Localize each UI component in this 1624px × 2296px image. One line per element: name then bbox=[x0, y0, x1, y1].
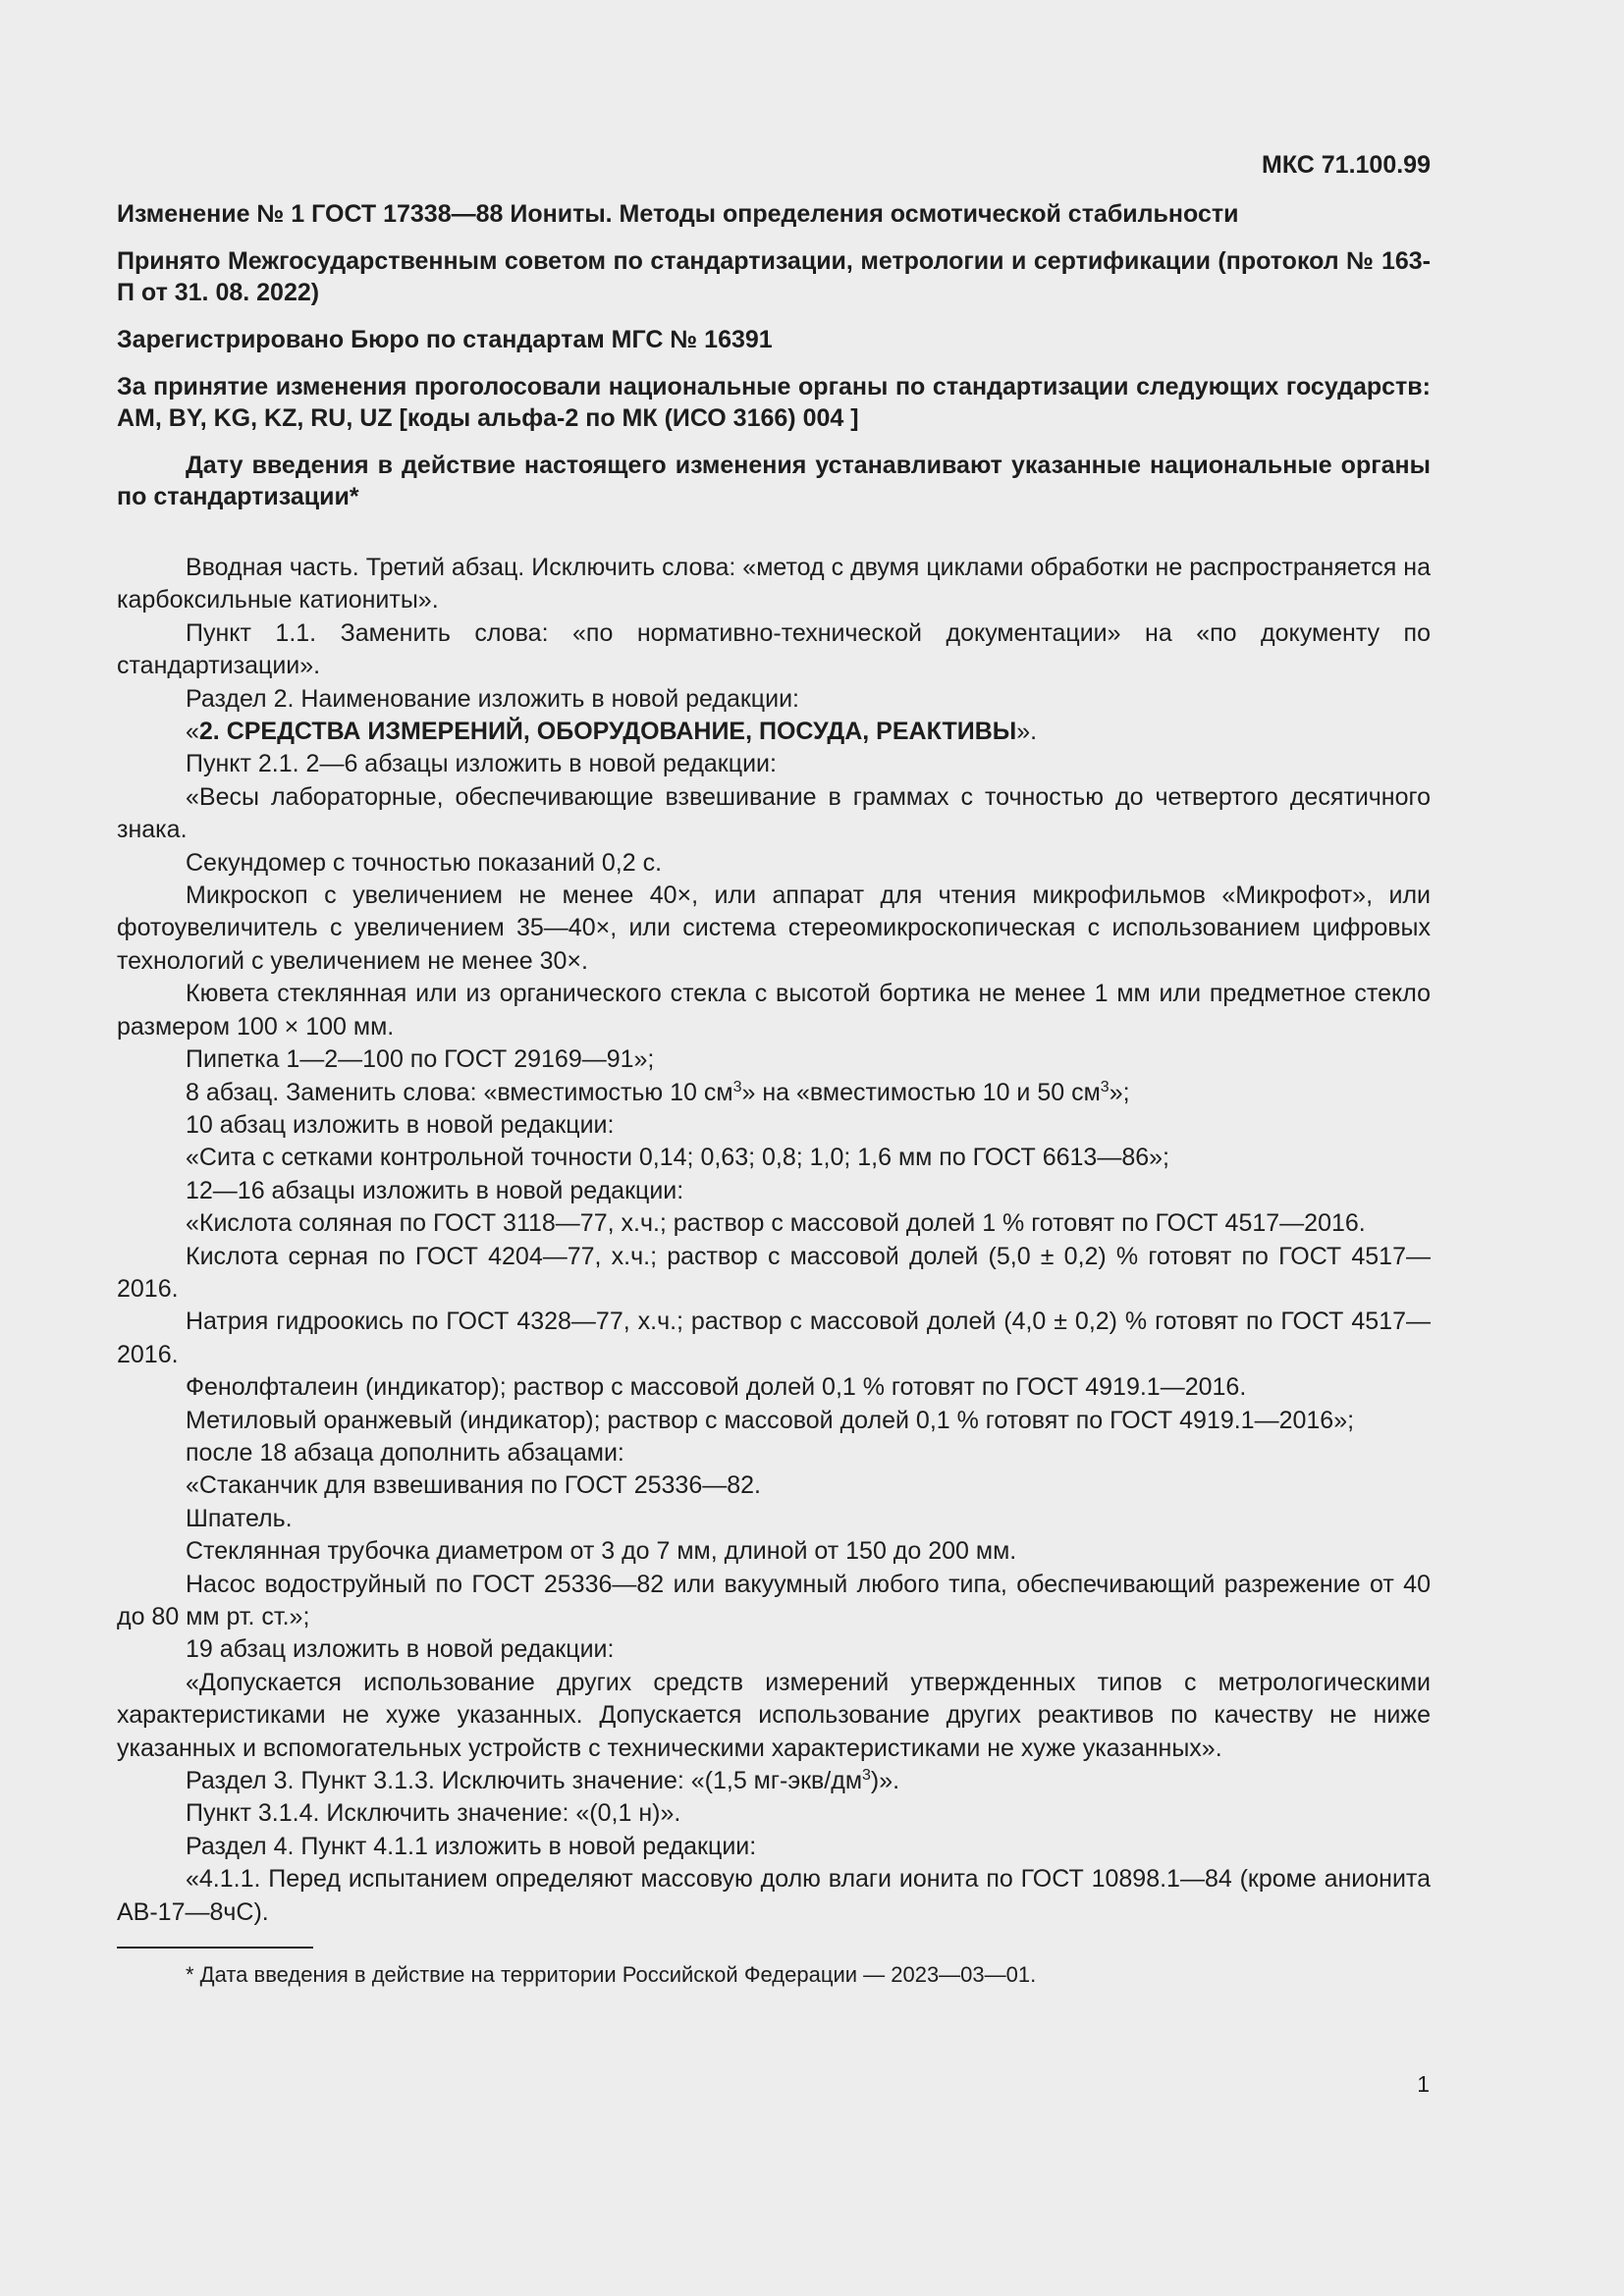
paragraph: Секундомер с точностью показаний 0,2 с. bbox=[186, 848, 663, 877]
footnote-separator bbox=[117, 1947, 313, 1949]
paragraph: Кислота серная по ГОСТ 4204—77, х.ч.; раствор с массовой долей (5,0 ± 0,2) % готовят по ГОСТ 4517—2016. bbox=[117, 1242, 1431, 1303]
paragraph: Пункт 3.1.4. Исключить значение: «(0,1 н)». bbox=[186, 1799, 681, 1828]
superscript: 3 bbox=[732, 1078, 742, 1095]
quote-close: ». bbox=[1016, 718, 1038, 746]
text-run: 8 абзац. Заменить слова: «вместимостью 10 см bbox=[186, 1078, 733, 1106]
mks-code: МКС 71.100.99 bbox=[1262, 151, 1431, 179]
paragraph: «Весы лабораторные, обеспечивающие взвешивание в граммах с точностью до четвертого десятичного знака. bbox=[117, 782, 1431, 844]
text-run: Раздел 3. Пункт 3.1.3. Исключить значение: «(1,5 мг-экв/дм bbox=[186, 1767, 863, 1795]
text-run: » на «вместимостью 10 и 50 см bbox=[741, 1078, 1101, 1106]
superscript: 3 bbox=[1100, 1078, 1110, 1095]
paragraph: «Кислота соляная по ГОСТ 3118—77, х.ч.; раствор с массовой долей 1 % готовят по ГОСТ 4517—2016. bbox=[186, 1209, 1366, 1238]
adopted-statement: Принято Межгосударственным советом по стандартизации, метрологии и сертификации (протокол № 163-П от 31. 08. 2022) bbox=[117, 247, 1431, 306]
paragraph: «Сита с сетками контрольной точности 0,14; 0,63; 0,8; 1,0; 1,6 мм по ГОСТ 6613—86»; bbox=[186, 1144, 1169, 1172]
amendment-title: Изменение № 1 ГОСТ 17338—88 Иониты. Методы определения осмотической стабильности bbox=[117, 200, 1239, 228]
footnote: * Дата введения в действие на территории Российской Федерации — 2023—03—01. bbox=[186, 1962, 1037, 1988]
voted-statement: За принятие изменения проголосовали национальные органы по стандартизации следующих государств: AM, BY, KG, KZ, RU, UZ [коды альфа-2 по МК (ИСО 3166) 004 ] bbox=[117, 373, 1431, 432]
paragraph: 12—16 абзацы изложить в новой редакции: bbox=[186, 1176, 684, 1204]
paragraph: Пункт 2.1. 2—6 абзацы изложить в новой редакции: bbox=[186, 750, 777, 778]
page-content bbox=[117, 149, 1431, 1990]
paragraph: Раздел 4. Пункт 4.1.1 изложить в новой редакции: bbox=[186, 1832, 757, 1860]
paragraph: Шпатель. bbox=[186, 1504, 293, 1532]
paragraph: Стеклянная трубочка диаметром от 3 до 7 мм, длиной от 150 до 200 мм. bbox=[186, 1537, 1017, 1566]
date-note: Дату введения в действие настоящего изменения устанавливают указанные национальные органы по стандартизации* bbox=[117, 452, 1431, 510]
text-run: )». bbox=[870, 1767, 900, 1795]
paragraph: «4.1.1. Перед испытанием определяют массовую долю влаги ионита по ГОСТ 10898.1—84 (кроме анионита АВ-17—8чС). bbox=[117, 1865, 1431, 1926]
paragraph: 19 абзац изложить в новой редакции: bbox=[186, 1635, 615, 1664]
section-heading: 2. СРЕДСТВА ИЗМЕРЕНИЙ, ОБОРУДОВАНИЕ, ПОСУДА, РЕАКТИВЫ bbox=[198, 718, 1017, 746]
paragraph: Вводная часть. Третий абзац. Исключить слова: «метод с двумя циклами обработки не распространяется на карбоксильные катиониты». bbox=[117, 554, 1431, 614]
paragraph: после 18 абзаца дополнить абзацами: bbox=[186, 1438, 624, 1467]
paragraph: Метиловый оранжевый (индикатор); раствор с массовой долей 0,1 % готовят по ГОСТ 4919.1—2016»; bbox=[186, 1406, 1355, 1434]
registered-statement: Зарегистрировано Бюро по стандартам МГС № 16391 bbox=[117, 326, 773, 353]
amendment-body bbox=[117, 552, 1431, 1929]
paragraph: 10 абзац изложить в новой редакции: bbox=[186, 1110, 615, 1139]
paragraph bbox=[117, 1765, 1431, 1797]
paragraph: «Допускается использование других средств измерений утвержденных типов с метрологическими характеристиками не хуже указанных. Допускается использование других реактивов по качеству не ниже указанных и вспомогательных устройств с техническими характеристиками не хуже указанных». bbox=[117, 1668, 1431, 1762]
page-number: 1 bbox=[1417, 2071, 1430, 2097]
paragraph: Пипетка 1—2—100 по ГОСТ 29169—91»; bbox=[186, 1045, 655, 1074]
paragraph: Пункт 1.1. Заменить слова: «по нормативно-технической документации» на «по документу по стандартизации». bbox=[117, 618, 1431, 680]
paragraph: Насос водоструйный по ГОСТ 25336—82 или вакуумный любого типа, обеспечивающий разрежение от 40 до 80 мм рт. ст.»; bbox=[117, 1570, 1431, 1630]
quote-open: « bbox=[186, 718, 199, 746]
text-run: »; bbox=[1109, 1078, 1130, 1106]
paragraph: Натрия гидроокись по ГОСТ 4328—77, х.ч.; раствор с массовой долей (4,0 ± 0,2) % готовят по ГОСТ 4517—2016. bbox=[117, 1308, 1431, 1368]
paragraph: Кювета стеклянная или из органического стекла с высотой бортика не менее 1 мм или предметное стекло размером 100 × 100 мм. bbox=[117, 980, 1431, 1041]
paragraph: «Стаканчик для взвешивания по ГОСТ 25336—82. bbox=[186, 1471, 761, 1500]
paragraph: Раздел 2. Наименование изложить в новой редакции: bbox=[186, 684, 799, 713]
paragraph: Микроскоп с увеличением не менее 40×, или аппарат для чтения микрофильмов «Микрофот», или фотоувеличитель с увеличением 35—40×, или система стереомикроскопическая с использованием цифровых технологий с увеличением не менее 30×. bbox=[117, 881, 1431, 975]
paragraph bbox=[117, 1077, 1431, 1109]
section-heading-paragraph bbox=[117, 716, 1431, 748]
superscript: 3 bbox=[862, 1767, 871, 1785]
paragraph: Фенолфталеин (индикатор); раствор с массовой долей 0,1 % готовят по ГОСТ 4919.1—2016. bbox=[186, 1373, 1247, 1402]
